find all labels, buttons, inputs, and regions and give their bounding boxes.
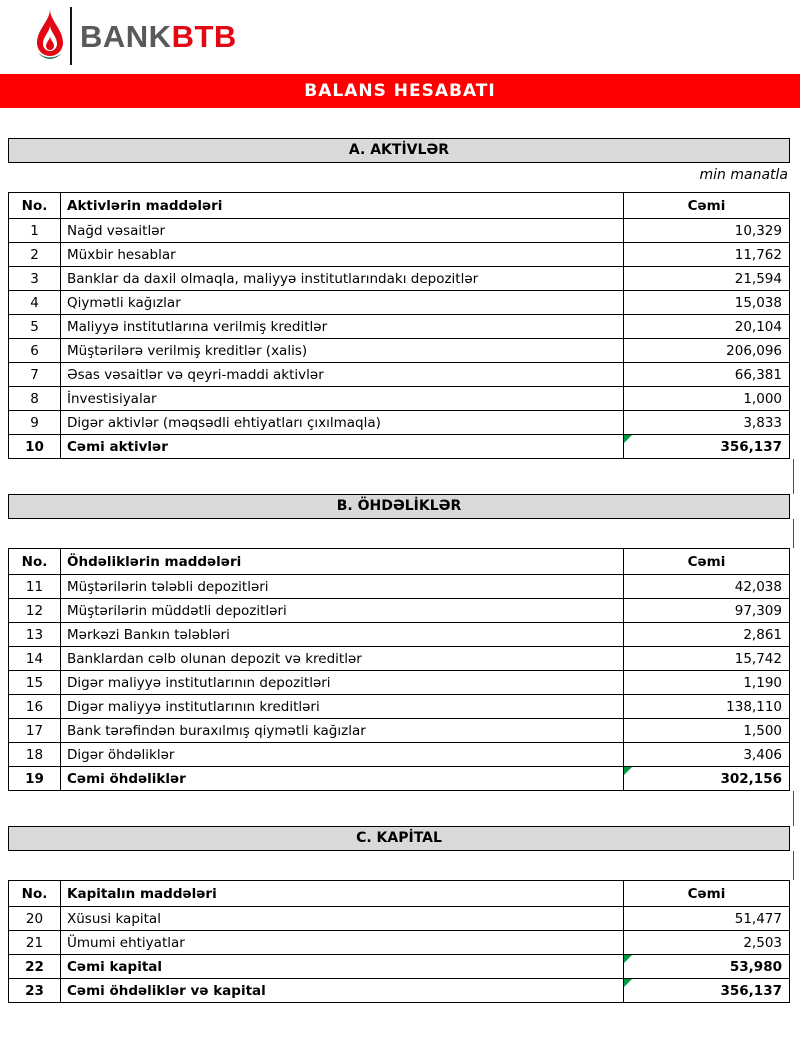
cell-value <box>624 575 790 599</box>
table-row <box>9 907 790 931</box>
cell-value <box>624 267 790 291</box>
table-row <box>9 719 790 743</box>
cell-value <box>624 743 790 767</box>
cell-value <box>624 767 790 791</box>
cell-value <box>624 955 790 979</box>
cell-item: Banklardan cəlb olunan depozit və kreditlər <box>61 647 624 671</box>
cell-item: Mərkəzi Bankın tələbləri <box>61 623 624 647</box>
formula-marker-icon <box>624 435 632 443</box>
table-header-row <box>9 881 790 907</box>
bank-name-btb: BTB <box>171 18 237 54</box>
report-title: BALANS HESABATI <box>304 81 496 101</box>
cell-item: Digər maliyyə institutlarının kreditləri <box>61 695 624 719</box>
col-header-total: Cəmi <box>624 193 790 219</box>
total-row <box>9 955 790 979</box>
cell-value <box>624 315 790 339</box>
cell-item: İnvestisiyalar <box>61 387 624 411</box>
cell-value <box>624 979 790 1003</box>
table-header-row <box>9 549 790 575</box>
cell-value-text: 15,742 <box>734 650 782 667</box>
cell-value-text: 51,477 <box>734 910 782 927</box>
cell-no: 17 <box>9 719 61 743</box>
cell-value <box>624 363 790 387</box>
units-note: min manatla <box>699 167 788 183</box>
balance-table-capital <box>8 880 790 1003</box>
cell-item: Müştərilərin müddətli depozitləri <box>61 599 624 623</box>
cell-item: Digər aktivlər (məqsədli ehtiyatları çıxılmaqla) <box>61 411 624 435</box>
cell-item: Digər maliyyə institutlarının depozitləri <box>61 671 624 695</box>
cell-no: 14 <box>9 647 61 671</box>
table-row <box>9 339 790 363</box>
cell-value <box>624 695 790 719</box>
cell-item: Maliyyə institutlarına verilmiş kreditlər <box>61 315 624 339</box>
cell-value-text: 3,406 <box>743 746 782 763</box>
cell-no: 20 <box>9 907 61 931</box>
cell-no: 10 <box>9 435 61 459</box>
cell-value-text: 20,104 <box>734 318 782 335</box>
table-row <box>9 267 790 291</box>
col-header-item: Öhdəliklərin maddələri <box>61 549 624 575</box>
cell-value-text: 1,000 <box>743 390 782 407</box>
table-row <box>9 623 790 647</box>
cell-item: Müxbir hesablar <box>61 243 624 267</box>
cell-value-text: 302,156 <box>720 770 782 787</box>
cell-item: Nağd vəsaitlər <box>61 219 624 243</box>
section-title-capital: C. KAPİTAL <box>8 826 790 851</box>
cell-value-text: 42,038 <box>734 578 782 595</box>
table-row <box>9 743 790 767</box>
cell-item: Müştərilərin tələbli depozitləri <box>61 575 624 599</box>
cell-value-text: 206,096 <box>726 342 782 359</box>
col-header-total: Cəmi <box>624 549 790 575</box>
table-row <box>9 671 790 695</box>
section-assets <box>8 138 790 459</box>
cell-value-text: 356,137 <box>720 982 782 999</box>
cell-value-text: 66,381 <box>734 366 782 383</box>
cell-no: 22 <box>9 955 61 979</box>
table-row <box>9 315 790 339</box>
formula-marker-icon <box>624 979 632 987</box>
balance-table-liabilities <box>8 548 790 791</box>
cell-no: 16 <box>9 695 61 719</box>
cell-value <box>624 387 790 411</box>
cell-value <box>624 671 790 695</box>
cell-item: Xüsusi kapital <box>61 907 624 931</box>
cell-value-text: 138,110 <box>726 698 782 715</box>
table-row <box>9 695 790 719</box>
cell-no: 9 <box>9 411 61 435</box>
section-gap <box>8 851 790 880</box>
bank-logo <box>0 0 800 66</box>
col-header-no: No. <box>9 193 61 219</box>
cell-value-text: 1,500 <box>743 722 782 739</box>
col-header-no: No. <box>9 549 61 575</box>
formula-marker-icon <box>624 767 632 775</box>
cell-item: Əsas vəsaitlər və qeyri-maddi aktivlər <box>61 363 624 387</box>
cell-item: Cəmi kapital <box>61 955 624 979</box>
cell-value-text: 53,980 <box>729 958 782 975</box>
cell-value <box>624 435 790 459</box>
cell-value <box>624 339 790 363</box>
cell-value <box>624 291 790 315</box>
cell-no: 11 <box>9 575 61 599</box>
table-row <box>9 931 790 955</box>
cell-value-text: 1,190 <box>743 674 782 691</box>
report-title-banner <box>0 74 800 108</box>
cell-value-text: 356,137 <box>720 438 782 455</box>
cell-value <box>624 719 790 743</box>
cell-value <box>624 647 790 671</box>
bank-name <box>80 18 237 54</box>
cell-value-text: 2,861 <box>743 626 782 643</box>
table-header-row <box>9 193 790 219</box>
cell-item: Digər öhdəliklər <box>61 743 624 767</box>
section-gap <box>8 519 790 548</box>
cell-item: Cəmi öhdəliklər və kapital <box>61 979 624 1003</box>
section-capital <box>8 826 790 1003</box>
table-row <box>9 647 790 671</box>
col-header-item: Kapitalın maddələri <box>61 881 624 907</box>
cell-no: 15 <box>9 671 61 695</box>
col-header-no: No. <box>9 881 61 907</box>
balance-table-assets <box>8 192 790 459</box>
cell-value <box>624 219 790 243</box>
formula-marker-icon <box>624 955 632 963</box>
cell-item: Cəmi öhdəliklər <box>61 767 624 791</box>
cell-value-text: 10,329 <box>734 222 782 239</box>
cell-value <box>624 907 790 931</box>
cell-value-text: 11,762 <box>734 246 782 263</box>
cell-no: 8 <box>9 387 61 411</box>
table-row <box>9 411 790 435</box>
total-row <box>9 435 790 459</box>
total-row <box>9 767 790 791</box>
table-row <box>9 575 790 599</box>
cell-no: 18 <box>9 743 61 767</box>
section-title-assets: A. AKTİVLƏR <box>8 138 790 163</box>
col-header-item: Aktivlərin maddələri <box>61 193 624 219</box>
cell-value-text: 97,309 <box>734 602 782 619</box>
cell-no: 6 <box>9 339 61 363</box>
table-row <box>9 291 790 315</box>
cell-no: 4 <box>9 291 61 315</box>
cell-no: 13 <box>9 623 61 647</box>
logo-divider <box>70 7 72 65</box>
cell-no: 21 <box>9 931 61 955</box>
cell-no: 23 <box>9 979 61 1003</box>
col-header-total: Cəmi <box>624 881 790 907</box>
table-row <box>9 387 790 411</box>
cell-no: 12 <box>9 599 61 623</box>
cell-value-text: 15,038 <box>734 294 782 311</box>
cell-no: 7 <box>9 363 61 387</box>
cell-value <box>624 623 790 647</box>
cell-item: Müştərilərə verilmiş kreditlər (xalis) <box>61 339 624 363</box>
total-row <box>9 979 790 1003</box>
bank-flame-icon <box>34 7 66 65</box>
table-row <box>9 599 790 623</box>
cell-item: Banklar da daxil olmaqla, maliyyə institutlarındakı depozitlər <box>61 267 624 291</box>
table-row <box>9 363 790 387</box>
cell-no: 19 <box>9 767 61 791</box>
section-title-liabilities: B. ÖHDƏLİKLƏR <box>8 494 790 519</box>
table-row <box>9 219 790 243</box>
cell-no: 2 <box>9 243 61 267</box>
table-row <box>9 243 790 267</box>
section-liabilities <box>8 494 790 791</box>
cell-value <box>624 243 790 267</box>
cell-item: Cəmi aktivlər <box>61 435 624 459</box>
cell-item: Bank tərəfindən buraxılmış qiymətli kağızlar <box>61 719 624 743</box>
cell-item: Ümumi ehtiyatlar <box>61 931 624 955</box>
cell-no: 1 <box>9 219 61 243</box>
cell-value <box>624 411 790 435</box>
cell-value <box>624 931 790 955</box>
cell-value-text: 21,594 <box>734 270 782 287</box>
cell-value-text: 3,833 <box>743 414 782 431</box>
cell-no: 5 <box>9 315 61 339</box>
section-gap <box>8 163 790 192</box>
cell-value <box>624 599 790 623</box>
bank-name-bank: BANK <box>80 18 172 54</box>
cell-item: Qiymətli kağızlar <box>61 291 624 315</box>
sections-container <box>8 138 790 1003</box>
cell-no: 3 <box>9 267 61 291</box>
cell-value-text: 2,503 <box>743 934 782 951</box>
